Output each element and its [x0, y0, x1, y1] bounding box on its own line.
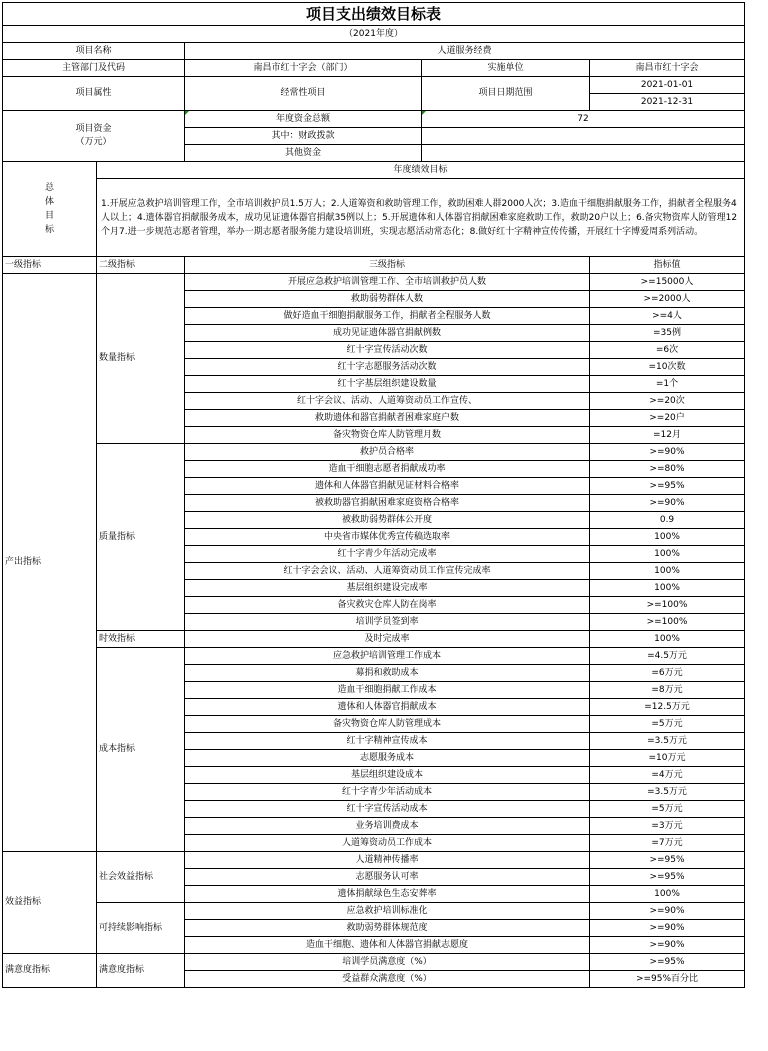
value-cell: >=20次: [590, 393, 745, 410]
lvl3-cell: 人道精神传播率: [185, 852, 590, 869]
annual-total-label: 年度资金总额: [185, 111, 422, 128]
value-cell: =12.5万元: [590, 699, 745, 716]
value-cell: >=15000人: [590, 274, 745, 291]
lvl3-cell: 做好造血干细胞捐献服务工作，捐献者全程服务人数: [185, 308, 590, 325]
lvl3-cell: 造血干细胞捐献工作成本: [185, 682, 590, 699]
value-cell: 100%: [590, 529, 745, 546]
lvl3-cell: 志愿服务认可率: [185, 869, 590, 886]
value-cell: >=90%: [590, 937, 745, 954]
lvl3-cell: 红十字基层组织建设数量: [185, 376, 590, 393]
performance-table-container: [2, 2, 744, 988]
overall-goal-text: 总体目标: [44, 183, 54, 235]
value-cell: >=95%百分比: [590, 971, 745, 988]
other-funds-value: [422, 145, 745, 162]
year-label: （2021年度）: [3, 26, 745, 43]
value-cell: =6万元: [590, 665, 745, 682]
value-cell: 100%: [590, 546, 745, 563]
impl-unit-value: 南昌市红十字会: [590, 60, 745, 77]
table-row: [3, 852, 745, 869]
value-cell: =3.5万元: [590, 784, 745, 801]
lvl2-cell: 数量指标: [97, 274, 185, 444]
value-cell: =5万元: [590, 716, 745, 733]
lvl3-cell: 红十字会议、活动、人道筹资动员工作宣传、: [185, 393, 590, 410]
lvl3-cell: 造血干细胞志愿者捐献成功率: [185, 461, 590, 478]
value-cell: >=20户: [590, 410, 745, 427]
annual-goal-text: 1.开展应急救护培训管理工作，全市培训救护员1.5万人；2.人道筹资和救助管理工作，救助困难人群2000人次；3.造血干细胞捐献服务工作，捐献者全程服务4人以上；4.遗体器官捐献服务成本，成功见证遗体器官捐献35例以上；5.开展遗体和人体器官捐献困难家庭救助工作，救助20户以上；6.备灾物资库人防管理12个月7.进一步规范志愿者管理，举办一期志愿者服务能力建设培训班，实现志愿活动常态化；8.做好红十字精神宣传传播，开展红十字博爱周系列活动。: [97, 179, 745, 257]
lvl1-cell: 满意度指标: [3, 954, 97, 988]
lvl3-cell: 人道筹资动员工作成本: [185, 835, 590, 852]
lvl3-cell: 红十字会会议、活动、人道筹资动员工作宣传完成率: [185, 563, 590, 580]
lvl3-cell: 遗体和人体器官捐献见证材料合格率: [185, 478, 590, 495]
lvl2-cell: 可持续影响指标: [97, 903, 185, 954]
value-cell: >=95%: [590, 478, 745, 495]
value-cell: >=90%: [590, 495, 745, 512]
value-cell: >=95%: [590, 869, 745, 886]
lvl3-cell: 遗体捐献绿色生态安葬率: [185, 886, 590, 903]
lvl1-cell: 产出指标: [3, 274, 97, 852]
value-cell: =4万元: [590, 767, 745, 784]
value-cell: 100%: [590, 886, 745, 903]
lvl3-cell: 培训学员满意度（%）: [185, 954, 590, 971]
value-cell: >=90%: [590, 903, 745, 920]
lvl3-cell: 受益群众满意度（%）: [185, 971, 590, 988]
impl-unit-label: 实施单位: [422, 60, 590, 77]
value-cell: 100%: [590, 563, 745, 580]
lvl3-cell: 红十字青少年活动成本: [185, 784, 590, 801]
lvl1-cell: 效益指标: [3, 852, 97, 954]
table-row: [3, 631, 745, 648]
lvl2-cell: 社会效益指标: [97, 852, 185, 903]
lvl3-cell: 基层组织建设成本: [185, 767, 590, 784]
fiscal-label: 其中：财政拨款: [185, 128, 422, 145]
value-cell: 100%: [590, 631, 745, 648]
value-cell: =8万元: [590, 682, 745, 699]
lvl3-cell: 成功见证遗体器官捐献例数: [185, 325, 590, 342]
lvl3-cell: 红十字宣传活动次数: [185, 342, 590, 359]
lvl3-cell: 培训学员签到率: [185, 614, 590, 631]
fiscal-value: [422, 128, 745, 145]
lvl3-cell: 救助弱势群体人数: [185, 291, 590, 308]
value-cell: >=100%: [590, 614, 745, 631]
lvl3-cell: 业务培训费成本: [185, 818, 590, 835]
value-cell: >=2000人: [590, 291, 745, 308]
lvl3-cell: 被救助器官捐献困难家庭资格合格率: [185, 495, 590, 512]
value-cell: >=90%: [590, 920, 745, 937]
lvl3-cell: 救助遗体和器官捐献者困难家庭户数: [185, 410, 590, 427]
lvl3-cell: 救护员合格率: [185, 444, 590, 461]
table-row: [3, 274, 745, 291]
lvl3-cell: 救助弱势群体规范度: [185, 920, 590, 937]
lvl3-cell: 红十字精神宣传成本: [185, 733, 590, 750]
value-cell: =6次: [590, 342, 745, 359]
value-cell: =7万元: [590, 835, 745, 852]
value-cell: =5万元: [590, 801, 745, 818]
value-cell: =12月: [590, 427, 745, 444]
value-cell: 0.9: [590, 512, 745, 529]
dept-label: 主管部门及代码: [3, 60, 185, 77]
date-start-value: 2021-01-01: [590, 77, 745, 94]
value-cell: 100%: [590, 580, 745, 597]
value-cell: =10次数: [590, 359, 745, 376]
lvl2-header: 二级指标: [97, 257, 185, 274]
value-cell: >=95%: [590, 852, 745, 869]
lvl3-cell: 红十字宣传活动成本: [185, 801, 590, 818]
other-funds-label: 其他资金: [185, 145, 422, 162]
table-title: 项目支出绩效目标表: [3, 3, 745, 26]
project-name-label: 项目名称: [3, 43, 185, 60]
value-cell: =4.5万元: [590, 648, 745, 665]
value-cell: >=4人: [590, 308, 745, 325]
value-cell: >=90%: [590, 444, 745, 461]
value-cell: =10万元: [590, 750, 745, 767]
date-range-label: 项目日期范围: [422, 77, 590, 111]
lvl3-cell: 备灾物资仓库人防管理成本: [185, 716, 590, 733]
date-end-value: 2021-12-31: [590, 94, 745, 111]
value-cell: =3万元: [590, 818, 745, 835]
value-header: 指标值: [590, 257, 745, 274]
lvl3-cell: 备灾救灾仓库人防在岗率: [185, 597, 590, 614]
lvl3-cell: 志愿服务成本: [185, 750, 590, 767]
value-cell: >=80%: [590, 461, 745, 478]
lvl3-cell: 备灾物资仓库人防管理月数: [185, 427, 590, 444]
value-cell: >=95%: [590, 954, 745, 971]
table-row: [3, 444, 745, 461]
lvl3-cell: 募捐和救助成本: [185, 665, 590, 682]
value-cell: =35例: [590, 325, 745, 342]
lvl3-cell: 被救助弱势群体公开度: [185, 512, 590, 529]
attr-value: 经常性项目: [185, 77, 422, 111]
table-row: [3, 648, 745, 665]
performance-goal-table: [2, 2, 745, 988]
lvl3-cell: 中央省市媒体优秀宣传稿选取率: [185, 529, 590, 546]
lvl3-header: 三级指标: [185, 257, 590, 274]
lvl3-cell: 基层组织建设完成率: [185, 580, 590, 597]
value-cell: >=100%: [590, 597, 745, 614]
dept-value: 南昌市红十字会（部门）: [185, 60, 422, 77]
annual-total-value: 72: [422, 111, 745, 128]
value-cell: =3.5万元: [590, 733, 745, 750]
lvl3-cell: 应急救护培训标准化: [185, 903, 590, 920]
lvl3-cell: 遗体和人体器官捐献成本: [185, 699, 590, 716]
lvl2-cell: 质量指标: [97, 444, 185, 631]
lvl2-cell: 满意度指标: [97, 954, 185, 988]
lvl3-cell: 红十字青少年活动完成率: [185, 546, 590, 563]
overall-goal-label: [3, 162, 97, 257]
attr-label: 项目属性: [3, 77, 185, 111]
lvl2-cell: 成本指标: [97, 648, 185, 852]
project-name-value: 人道服务经费: [185, 43, 745, 60]
lvl3-cell: 开展应急救护培训管理工作、全市培训救护员人数: [185, 274, 590, 291]
table-row: [3, 903, 745, 920]
table-row: [3, 954, 745, 971]
lvl3-cell: 红十字志愿服务活动次数: [185, 359, 590, 376]
lvl1-header: 一级指标: [3, 257, 97, 274]
lvl3-cell: 及时完成率: [185, 631, 590, 648]
lvl3-cell: 造血干细胞、遗体和人体器官捐献志愿度: [185, 937, 590, 954]
funds-label: 项目资金 （万元）: [3, 111, 185, 162]
lvl2-cell: 时效指标: [97, 631, 185, 648]
annual-goal-label: 年度绩效目标: [97, 162, 745, 179]
value-cell: =1个: [590, 376, 745, 393]
lvl3-cell: 应急救护培训管理工作成本: [185, 648, 590, 665]
